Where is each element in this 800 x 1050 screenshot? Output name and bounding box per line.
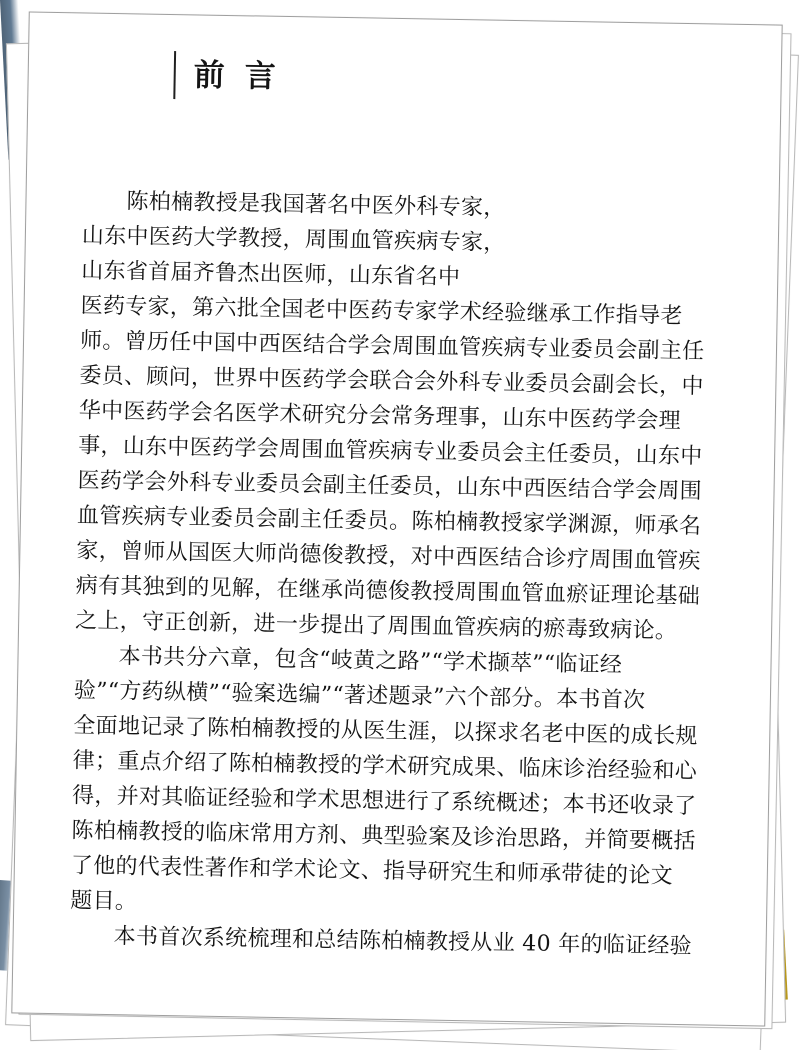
text-line: 全面地记录了陈柏楠教授的从医生涯，以探求名老中医的成长规 <box>73 713 698 750</box>
paragraph <box>70 638 715 929</box>
text-line: 事，山东中医药学会周围血管疾病专业委员会主任委员，山东中 <box>78 433 703 470</box>
document-body <box>69 183 722 964</box>
text-line: 陈柏楠教授是我国著名中医外科专家， <box>126 189 506 221</box>
text-line: 陈柏楠教授的临床常用方剂、典型验案及诊治思路，并简要概括 <box>71 818 697 855</box>
text-line: 山东省首届齐鲁杰出医师，山东省名中 <box>81 258 461 291</box>
text-line: 得，并对其临证经验和学术思想进行了系统概述；本书还收录了 <box>71 783 697 820</box>
text-line: 之上，守正创新，进一步提出了周围血管疾病的瘀毒致病论。 <box>74 608 678 644</box>
text-line: 了他的代表性著作和学术论文、指导研究生和师承带徒的论文 <box>70 853 674 889</box>
text-line: 律；重点介绍了陈柏楠教授的学术研究成果、临床诊治经验和心 <box>72 748 698 785</box>
section-heading <box>173 51 296 101</box>
text-line: 本书首次系统梳理和总结陈柏楠教授从业 40 年的临证经验 <box>113 924 693 960</box>
text-line: 题目。 <box>70 888 138 915</box>
text-line: 病有其独到的见解，在继承尚德俊教授周围血管血瘀证理论基础 <box>75 573 701 610</box>
text-line: 家，曾师从国医大师尚德俊教授，对中西医结合诊疗周围血管疾 <box>76 538 701 575</box>
text-line: 验”“方药纵横”“验案选编”“著述题录”六个部分。本书首次 <box>73 678 646 714</box>
front-sheet <box>11 11 782 1026</box>
text-line: 血管疾病专业委员会副主任委员。陈柏楠教授家学渊源，师承名 <box>76 503 702 540</box>
heading-title: 前言 <box>193 56 297 95</box>
text-line: 医药专家，第六批全国老中医药专家学术经验继承工作指导老 <box>80 293 683 329</box>
text-line: 山东中医药大学教授，周围血管疾病专家， <box>81 223 506 256</box>
text-line: 本书共分六章，包含“岐黄之路”“学术撷萃”“临证经 <box>118 644 623 678</box>
paragraph <box>75 183 723 649</box>
text-line: 医药学会外科专业委员会副主任委员，山东中西医结合学会周围 <box>77 468 703 505</box>
heading-rule <box>173 51 176 99</box>
text-line: 师。曾历任中国中西医结合学会周围血管疾病专业委员会副主任 <box>79 328 705 365</box>
text-line: 委员、顾问，世界中医药学会联合会外科专业委员会副会长，中 <box>79 363 704 400</box>
text-line: 华中医药学会名医学术研究分会常务理事，山东中医药学会理 <box>78 398 682 434</box>
